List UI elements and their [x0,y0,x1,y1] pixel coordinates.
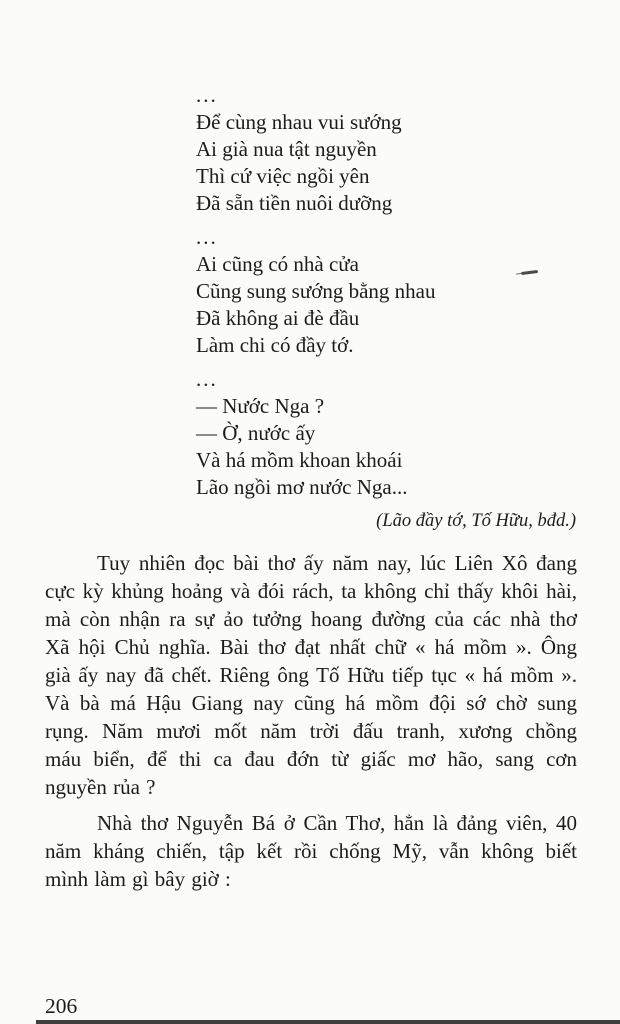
paragraph-line: rụng. Năm mươi mốt năm trời đấu tranh, xương chồng [45,719,577,743]
paragraph-line: máu biển, để thi ca đau đớn từ giấc mơ hão, sang cơn [45,747,577,771]
poem-line: Ai già nua tật nguyền [196,137,377,161]
poem-line: ... [196,225,218,249]
page-edge-shadow [36,1020,620,1024]
scan-artifact-mark [521,270,538,275]
poem-block [196,82,435,508]
paragraph-line: mà còn nhận ra sự ảo tưởng hoang đường của các nhà thơ [45,607,577,631]
poem-line: Ai cũng có nhà cửa [196,252,359,276]
body-paragraph-2 [45,809,577,893]
page-number: 206 [45,994,78,1018]
poem-line: Đã không ai đè đầu [196,306,360,330]
body-paragraph-1 [45,549,577,801]
poem-stanza-2 [196,224,435,359]
paragraph-line: Và bà má Hậu Giang nay cũng há mồm đội sớ chờ sung [45,691,577,715]
poem-line: — Ờ, nước ấy [196,421,316,445]
paragraph-line: nguyền rủa ? [45,775,156,799]
paragraph-line: Tuy nhiên đọc bài thơ ấy năm nay, lúc Liên Xô đang [97,551,577,575]
paragraph-line: mình làm gì bây giờ : [45,867,231,891]
poem-stanza-1 [196,82,435,217]
poem-line: — Nước Nga ? [196,394,325,418]
poem-stanza-3 [196,366,435,501]
poem-line: Lão ngồi mơ nước Nga... [196,475,408,499]
paragraph-line: Xã hội Chủ nghĩa. Bài thơ đạt nhất chữ « há mồm ». Ông [45,635,577,659]
poem-line: ... [196,83,218,107]
paragraph-line: năm kháng chiến, tập kết rồi chống Mỹ, vẫn không biết [45,839,577,863]
poem-line: Để cùng nhau vui sướng [196,110,402,134]
poem-line: Cũng sung sướng bằng nhau [196,279,436,303]
poem-line: Đã sẵn tiền nuôi dưỡng [196,191,393,215]
paragraph-line: già ấy nay đã chết. Riêng ông Tố Hữu tiếp tục « há mồm ». [45,663,577,687]
poem-line: Thì cứ việc ngồi yên [196,164,370,188]
poem-line: ... [196,367,218,391]
poem-attribution: (Lão đầy tớ, Tố Hữu, bđd.) [376,511,576,531]
poem-line: Và há mồm khoan khoái [196,448,403,472]
poem-line: Làm chi có đầy tớ. [196,333,354,357]
paragraph-line: cực kỳ khủng hoảng và đói rách, ta không chỉ thấy khôi hài, [45,579,577,603]
paragraph-line: Nhà thơ Nguyễn Bá ở Cần Thơ, hẳn là đảng viên, 40 [97,811,577,835]
